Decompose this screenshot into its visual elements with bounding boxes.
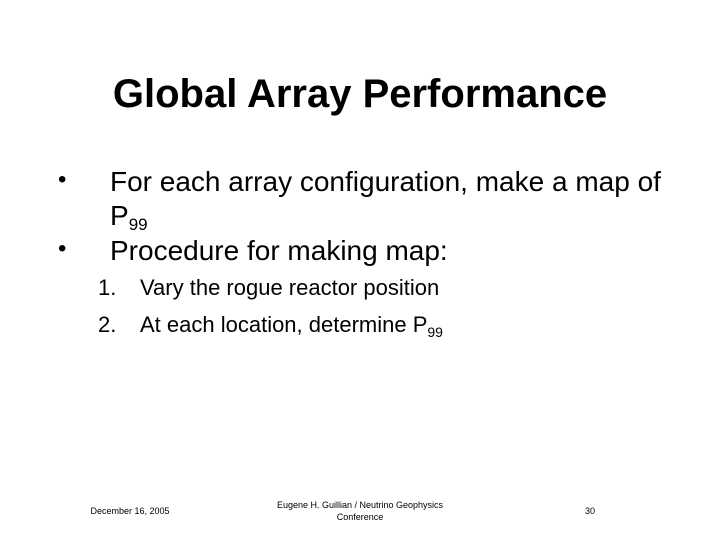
subscript: 99 [128,215,148,234]
page-number: 30 [584,506,595,516]
bullet-text-line: For each array configuration, make a map of [110,166,661,197]
bullet-marker: • [58,166,67,193]
footer-title [250,499,470,523]
numbered-text [140,312,443,338]
subscript: 99 [427,324,443,340]
slide-title: Global Array Performance [112,72,608,116]
bullet-text [110,165,680,233]
bullet-text: Procedure for making map: [110,235,448,266]
number-marker: 2. [98,312,117,337]
numbered-text-content: At each location, determine P [140,312,428,337]
bullet-marker: • [58,235,67,262]
bullet-text-symbol: P [110,200,129,231]
footer-title-line: Conference [336,512,384,522]
footer-date: December 16, 2005 [90,506,170,516]
footer-title-line: Eugene H. Guillian / Neutrino Geophysics [276,500,444,510]
bullet-text-line [110,199,680,233]
numbered-text: Vary the rogue reactor position [140,275,440,300]
number-marker: 1. [98,275,117,300]
